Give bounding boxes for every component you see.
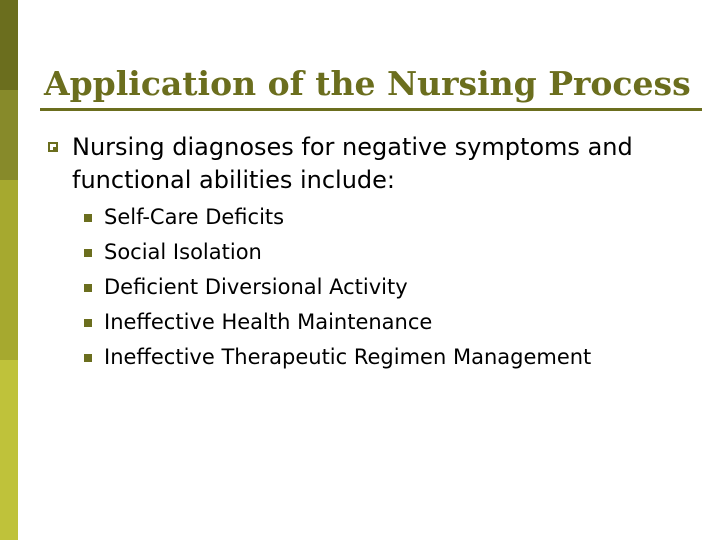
list-item-label: Self-Care Deficits (104, 205, 285, 229)
main-point-text: Nursing diagnoses for negative symptoms and functional abilities include: (72, 133, 633, 194)
list-item-label: Social Isolation (104, 240, 262, 264)
bullet-shadow (53, 147, 58, 152)
sidebar-stripe-light (0, 180, 18, 360)
hollow-square-bullet-icon (48, 142, 58, 152)
slide-title: Application of the Nursing Process (44, 64, 691, 103)
filled-square-bullet-icon (84, 249, 92, 257)
filled-square-bullet-icon (84, 354, 92, 362)
sidebar-stripe-dark (0, 0, 18, 90)
list-item-label: Ineffective Health Maintenance (104, 310, 433, 334)
list-item-label: Ineffective Therapeutic Regimen Management (104, 345, 592, 369)
sidebar-stripe-mid (0, 90, 18, 180)
filled-square-bullet-icon (84, 319, 92, 327)
title-underline (40, 108, 702, 111)
filled-square-bullet-icon (84, 214, 92, 222)
list-item-label: Deficient Diversional Activity (104, 275, 408, 299)
filled-square-bullet-icon (84, 284, 92, 292)
sidebar-stripe-lightest (0, 360, 18, 540)
